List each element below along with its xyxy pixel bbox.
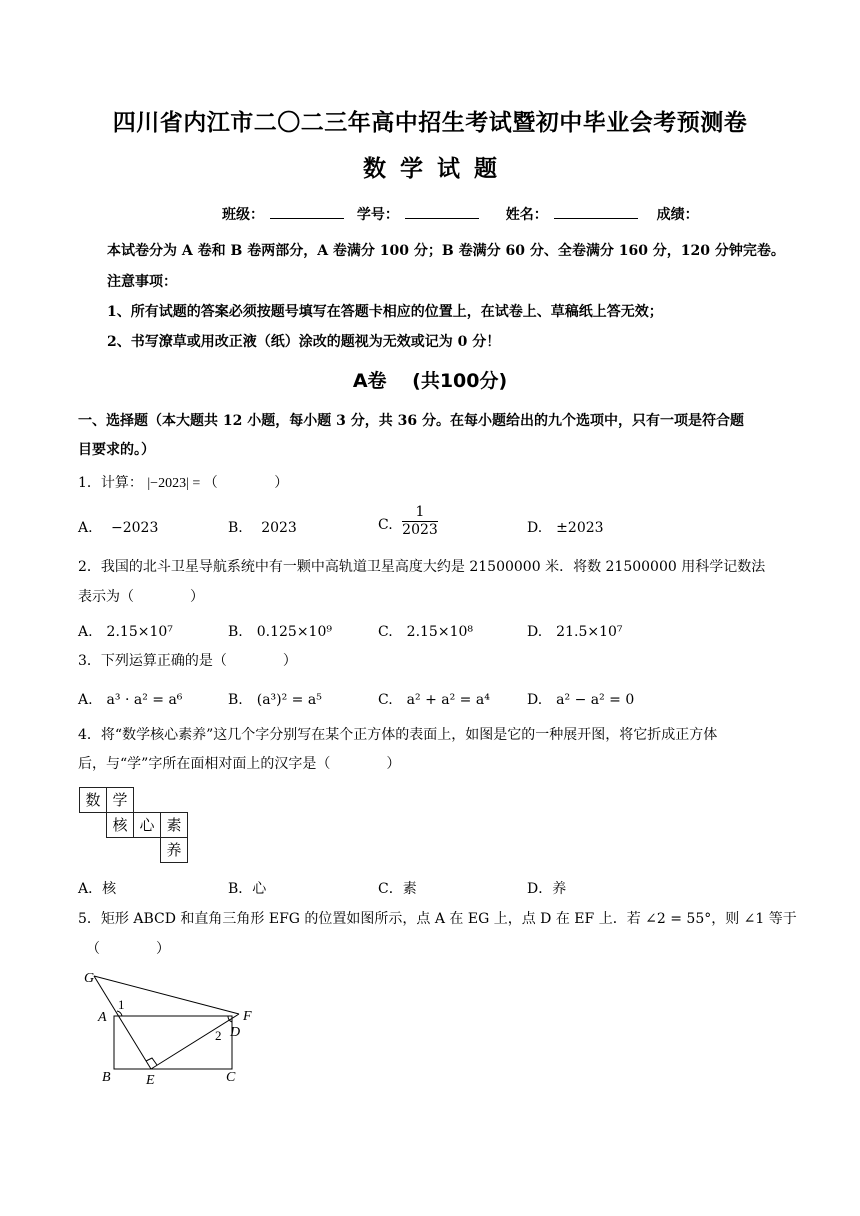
q2-option-b[interactable]: B. 0.125×10⁹: [228, 624, 332, 640]
q3-option-b[interactable]: B. (a³)² = a⁵: [228, 692, 322, 708]
q1-stem: [78, 472, 288, 492]
fraction-numerator: 1: [415, 504, 425, 520]
label-e: E: [146, 1073, 155, 1088]
exam-subtitle: 数学试题: [363, 155, 511, 182]
net-face: 核: [106, 812, 134, 838]
net-face: 数: [79, 787, 107, 813]
net-face: 养: [160, 837, 188, 863]
net-face: 学: [106, 787, 134, 813]
q4-option-b[interactable]: B．心: [228, 881, 267, 897]
field-name-label: 姓名：: [505, 207, 548, 223]
label-d: D: [230, 1025, 241, 1040]
field-class-blank[interactable]: [270, 204, 344, 219]
field-class-label: 班级：: [222, 207, 264, 223]
q3-option-d[interactable]: D. a² − a² = 0: [527, 692, 635, 708]
label-f: F: [243, 1009, 252, 1024]
label-g: G: [84, 971, 95, 986]
q2-stem-line1: 2．我国的北斗卫星导航系统中有一颗中高轨道卫星高度大约是 21500000 米．将数 21500000 用科学记数法: [78, 559, 766, 575]
field-number-blank[interactable]: [405, 204, 479, 219]
q5-geometry-figure: [80, 966, 270, 1090]
intro-line: 本试卷分为 A 卷和 B 卷两部分，A 卷满分 100 分；B 卷满分 60 分、全卷满分 160 分，120 分钟完卷。: [107, 243, 785, 259]
exam-title: 四川省内江市二〇二三年高中招生考试暨初中毕业会考预测卷: [112, 109, 748, 136]
label-b: B: [102, 1070, 111, 1085]
q2-option-a[interactable]: A. 2.15×10⁷: [78, 624, 173, 640]
q1-prefix: 1．计算：: [78, 475, 143, 491]
field-name-blank[interactable]: [554, 204, 638, 219]
q4-stem-line2: 后，与“学”字所在面相对面上的汉字是（ ）: [78, 756, 401, 772]
fraction-denominator: 2023: [402, 522, 438, 538]
field-number-label: 学号：: [356, 207, 399, 223]
q5-stem-line2: （ ）: [86, 941, 170, 957]
q4-option-a[interactable]: A．核: [78, 881, 117, 897]
notice-2: 2、书写潦草或用改正液（纸）涂改的题视为无效或记为 0 分！: [107, 334, 501, 350]
label-angle-2: 2: [215, 1028, 222, 1043]
q2-option-c[interactable]: C. 2.15×10⁸: [378, 624, 473, 640]
part1-instructions-line1: 一、选择题（本大题共 12 小题，每小题 3 分，共 36 分。在每小题给出的九个选项中，只有一项是符合题: [78, 413, 744, 429]
q2-option-d[interactable]: D. 21.5×10⁷: [527, 624, 623, 640]
q4-stem-line1: 4．将“数学核心素养”这几个字分别写在某个正方体的表面上，如图是它的一种展开图，将它折成正方体: [78, 727, 718, 743]
q4-option-d[interactable]: D．养: [527, 881, 567, 897]
q4-option-c[interactable]: C．素: [378, 881, 417, 897]
section-a-heading: A卷 (共100分): [352, 370, 508, 392]
segment-gf: [94, 976, 239, 1014]
q1-expression: |−2023| = （: [147, 476, 218, 491]
q1-option-b[interactable]: B. 2023: [228, 520, 297, 536]
net-face: 素: [160, 812, 188, 838]
q5-stem-line1: 5．矩形 ABCD 和直角三角形 EFG 的位置如图所示，点 A 在 EG 上，点 D 在 EF 上．若 ∠2 = 55°，则 ∠1 等于: [78, 911, 797, 927]
q1-option-c[interactable]: C.: [378, 517, 393, 533]
q2-stem-line2: 表示为（ ）: [78, 589, 204, 605]
notice-1: 1、所有试题的答案必须按题号填写在答题卡相应的位置上，在试卷上、草稿纸上答无效；: [107, 304, 663, 320]
q1-option-a[interactable]: A. −2023: [78, 520, 159, 536]
part1-instructions-line2: 目要求的。）: [78, 442, 155, 458]
net-face: 心: [133, 812, 161, 838]
student-info-fields: [222, 204, 699, 224]
label-angle-1: 1: [118, 997, 125, 1012]
q1-option-d[interactable]: D. ±2023: [527, 520, 604, 536]
label-c: C: [226, 1070, 236, 1085]
q1-paren: ）: [274, 475, 289, 491]
q1-option-c-fraction: [402, 504, 438, 539]
notice-title: 注意事项：: [107, 274, 177, 290]
label-a: A: [98, 1010, 107, 1025]
q3-option-c[interactable]: C. a² + a² = a⁴: [378, 692, 490, 708]
q3-option-a[interactable]: A. a³ · a² = a⁶: [78, 692, 183, 708]
q3-stem: 3．下列运算正确的是（ ）: [78, 653, 297, 669]
segment-ef: [151, 1014, 239, 1069]
field-score-label: 成绩：: [656, 207, 699, 223]
